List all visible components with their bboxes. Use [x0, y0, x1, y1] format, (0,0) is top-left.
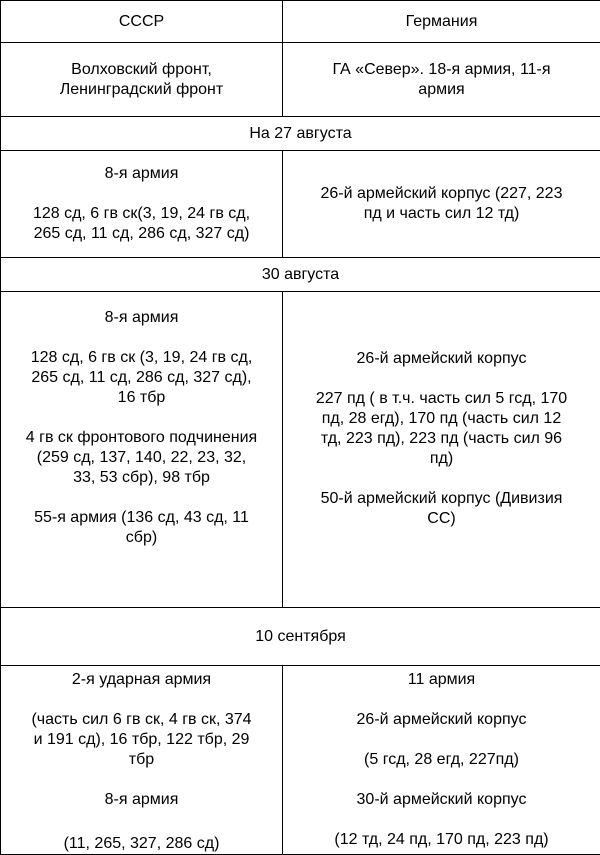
- germany-sep10-corps30: 30-й армейский корпус: [297, 790, 586, 810]
- ussr-aug30-front-line2: (259 сд, 137, 140, 22, 23, 32,: [15, 448, 268, 468]
- ussr-fronts-line2: Ленинградский фронт: [15, 80, 268, 100]
- date-row-aug27: [1, 117, 600, 151]
- germany-aug30-units-line2: пд, 28 егд), 170 пд (часть сил 12: [297, 409, 586, 429]
- ussr-sep10-cell: [1, 666, 283, 855]
- germany-aug30-corps26: 26-й армейский корпус: [297, 349, 586, 369]
- ussr-sep10-army2-units-line1: (часть сил 6 гв ск, 4 гв ск, 374: [15, 710, 268, 730]
- date-row-aug30: [1, 258, 600, 292]
- date-aug30: 30 августа: [1, 258, 600, 292]
- ussr-aug27-units-line1: 128 сд, 6 гв ск(3, 19, 24 гв сд,: [15, 204, 268, 224]
- germany-sep10-army11: 11 армия: [297, 670, 586, 690]
- germany-fronts-cell: [283, 43, 600, 117]
- ussr-aug30-army55-line1: 55-я армия (136 сд, 43 сд, 11: [15, 508, 268, 528]
- germany-aug30-units-line4: пд): [297, 449, 586, 469]
- germany-fronts-line1: ГА «Север». 18-я армия, 11-я: [297, 60, 586, 80]
- ussr-sep10-army8: 8-я армия: [15, 790, 268, 810]
- ussr-sep10-army2-units-line2: и 191 сд), 16 тбр, 122 тбр, 29: [15, 730, 268, 750]
- ussr-fronts-cell: [1, 43, 283, 117]
- ussr-aug30-cell: [1, 292, 283, 608]
- date-aug27: На 27 августа: [1, 117, 600, 151]
- header-germany: Германия: [283, 1, 600, 43]
- germany-sep10-cell: [283, 666, 600, 855]
- germany-sep10-corps26-units: (5 гсд, 28 егд, 227пд): [297, 750, 586, 770]
- germany-aug30-units-line3: тд, 223 пд), 223 пд (часть сил 96: [297, 429, 586, 449]
- germany-aug27-line1: 26-й армейский корпус (227, 223: [297, 184, 586, 204]
- ussr-aug30-units-line3: 16 тбр: [15, 388, 268, 408]
- ussr-aug30-units-line2: 265 сд, 11 сд, 286 сд, 327 сд),: [15, 368, 268, 388]
- ussr-aug30-front-line3: 33, 53 сбр), 98 тбр: [15, 468, 268, 488]
- content-row-aug30: [1, 292, 600, 608]
- ussr-sep10-army2-units-line3: тбр: [15, 750, 268, 770]
- ussr-aug27-army: 8-я армия: [15, 164, 268, 184]
- germany-aug30-units-line1: 227 пд ( в т.ч. часть сил 5 гсд, 170: [297, 389, 586, 409]
- content-row-sep10: [1, 666, 600, 855]
- date-row-sep10: [1, 608, 600, 666]
- germany-aug30-corps50-line1: 50-й армейский корпус (Дивизия: [297, 489, 586, 509]
- germany-aug30-corps50-line2: СС): [297, 509, 586, 529]
- germany-sep10-corps26: 26-й армейский корпус: [297, 710, 586, 730]
- ussr-aug27-units-line2: 265 сд, 11 сд, 286 сд, 327 сд): [15, 224, 268, 244]
- ussr-fronts-line1: Волховский фронт,: [15, 60, 268, 80]
- ussr-aug30-front-line1: 4 гв ск фронтового подчинения: [15, 428, 268, 448]
- germany-aug27-line2: пд и часть сил 12 тд): [297, 204, 586, 224]
- header-ussr: СССР: [1, 1, 283, 43]
- ussr-aug30-army55-line2: сбр): [15, 528, 268, 548]
- date-sep10: 10 сентября: [1, 608, 600, 666]
- ussr-sep10-army2: 2-я ударная армия: [15, 670, 268, 690]
- ussr-aug27-cell: [1, 151, 283, 258]
- ussr-aug30-units-line1: 128 сд, 6 гв ск (3, 19, 24 гв сд,: [15, 348, 268, 368]
- ussr-sep10-army8-units: (11, 265, 327, 286 сд): [15, 834, 268, 854]
- germany-aug30-cell: [283, 292, 600, 608]
- header-row: [1, 1, 600, 43]
- germany-fronts-line2: армия: [297, 80, 586, 100]
- germany-aug27-cell: [283, 151, 600, 258]
- fronts-row: [1, 43, 600, 117]
- ussr-aug30-army: 8-я армия: [15, 308, 268, 328]
- germany-sep10-corps30-units: (12 тд, 24 пд, 170 пд, 223 пд): [297, 830, 586, 850]
- content-row-aug27: [1, 151, 600, 258]
